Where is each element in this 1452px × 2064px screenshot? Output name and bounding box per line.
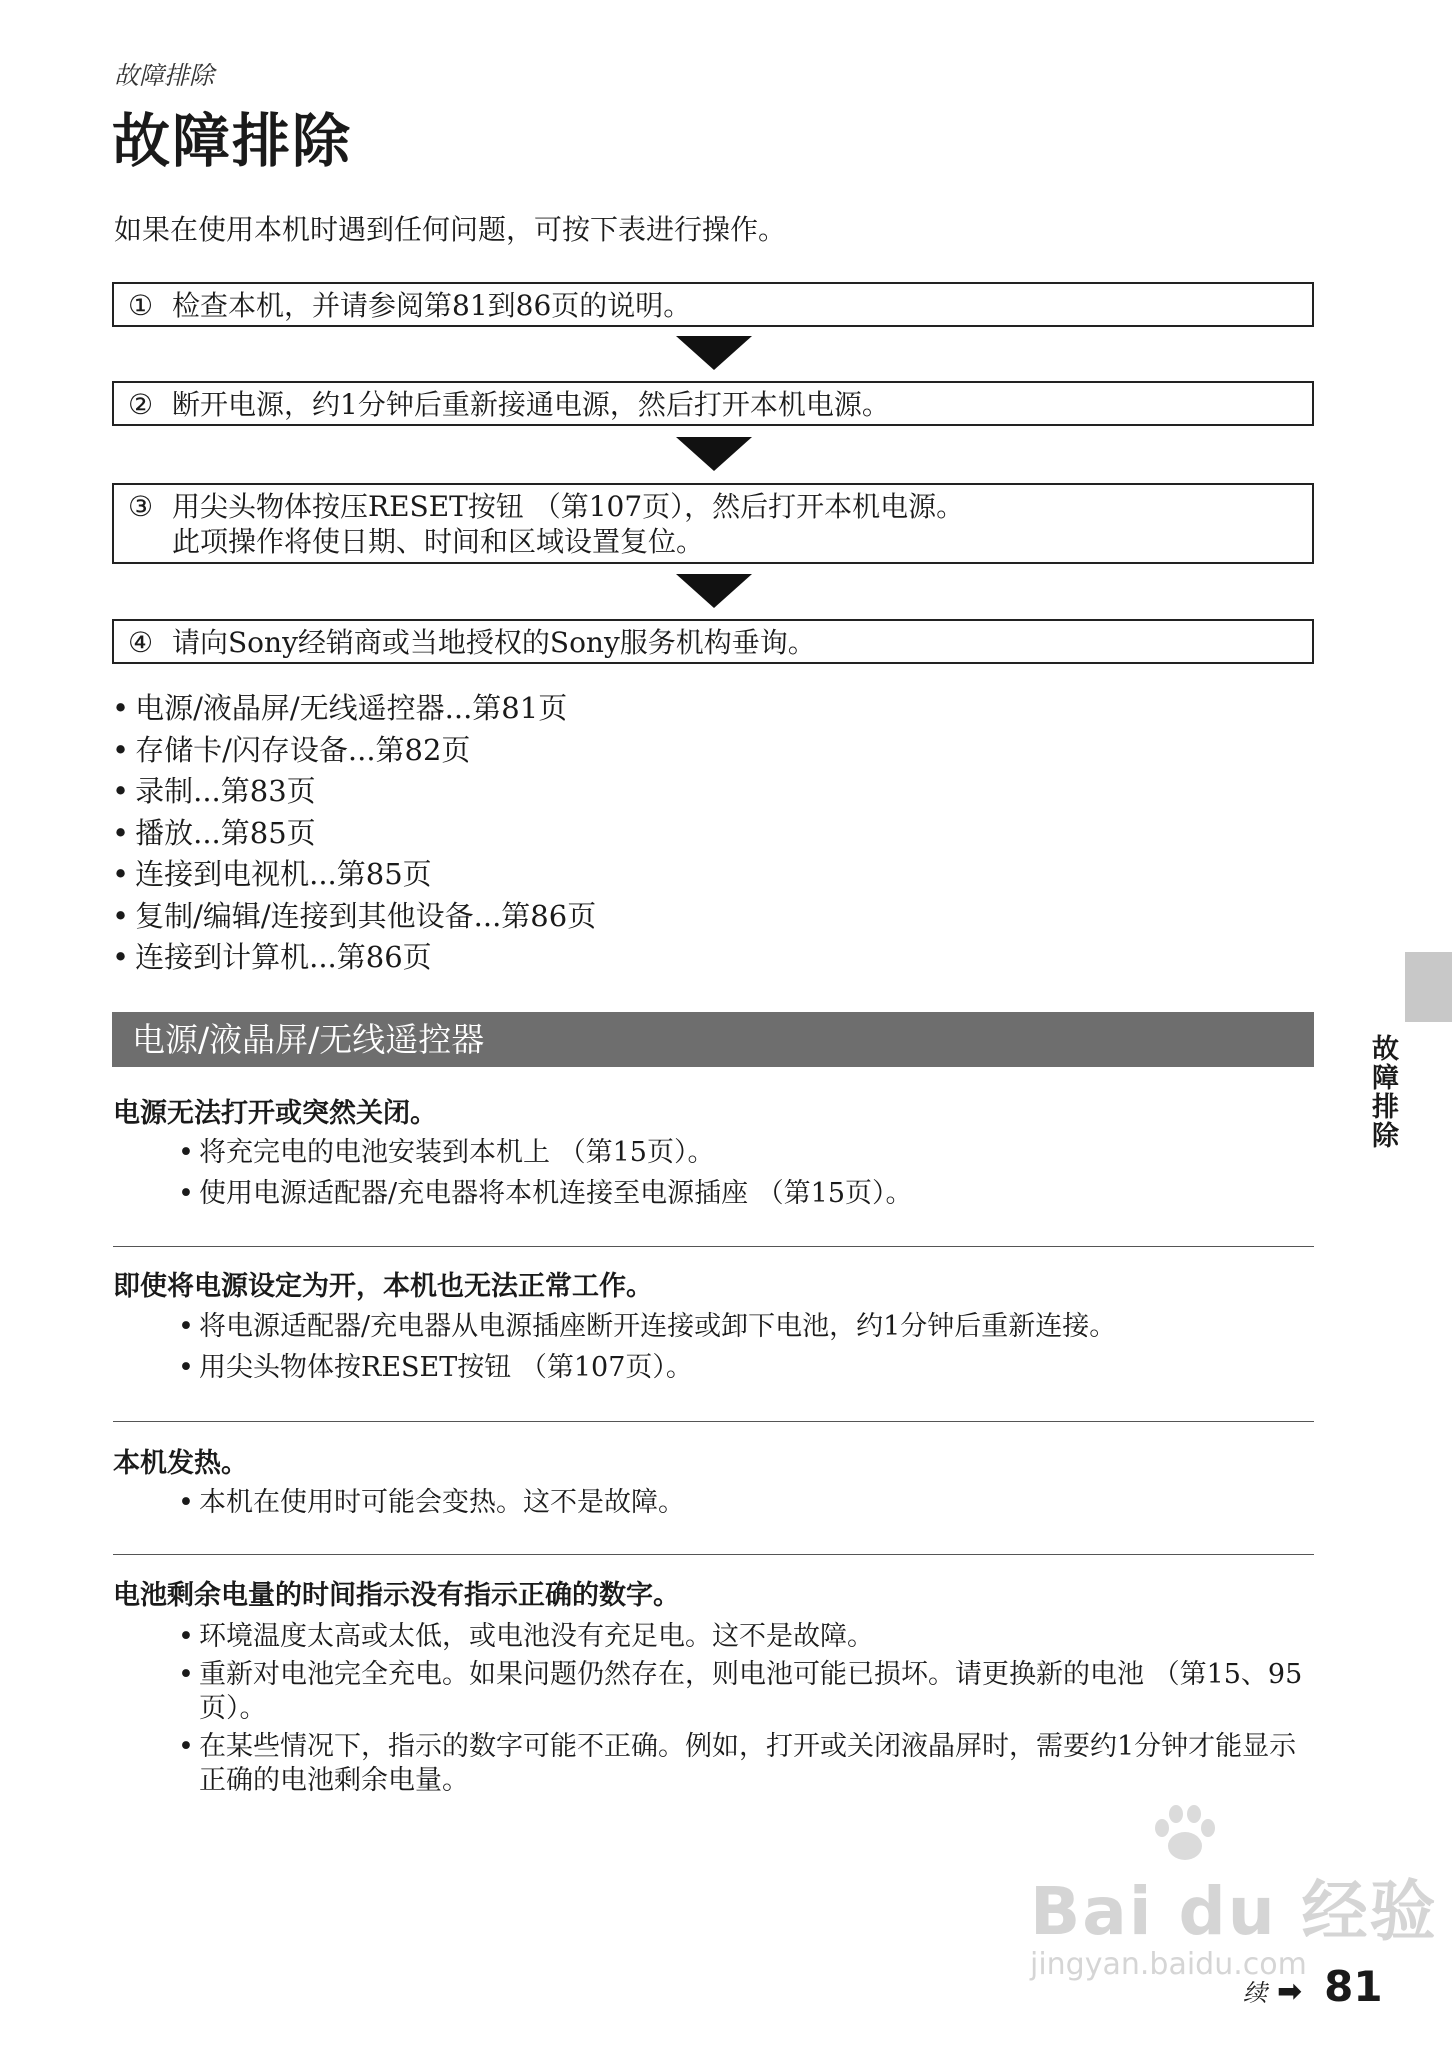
list-item: • 重新对电池完全充电。如果问题仍然存在，则电池可能已损坏。请更换新的电池 （第15、95页）。 <box>178 1658 1308 1726</box>
watermark-brand: Bai du 经验 <box>1030 1873 1438 1950</box>
list-item: • 播放...第85页 <box>112 813 596 855</box>
step-number: ③ <box>128 490 154 523</box>
step-box-2 <box>112 381 1314 426</box>
divider <box>113 1554 1314 1555</box>
step-box-1 <box>112 282 1314 327</box>
list-item: • 将充完电的电池安装到本机上 （第15页）。 <box>178 1134 1308 1171</box>
list-item: • 电源/液晶屏/无线遥控器...第81页 <box>112 688 596 730</box>
down-arrow-icon <box>676 336 752 370</box>
list-item: • 环境温度太高或太低，或电池没有充足电。这不是故障。 <box>178 1620 1308 1654</box>
problem-bullets <box>178 1620 1308 1802</box>
breadcrumb: 故障排除 <box>114 61 215 90</box>
list-item: • 使用电源适配器/充电器将本机连接至电源插座 （第15页）。 <box>178 1175 1308 1212</box>
arrow-right-icon: ➡ <box>1277 1974 1303 2009</box>
list-item: • 存储卡/闪存设备...第82页 <box>112 730 596 772</box>
section-header: 电源/液晶屏/无线遥控器 <box>112 1012 1314 1067</box>
problem-bullets <box>178 1484 1308 1521</box>
list-item: • 录制...第83页 <box>112 771 596 813</box>
side-label: 故障排除 <box>1367 1034 1398 1150</box>
list-item: • 在某些情况下，指示的数字可能不正确。例如，打开或关闭液晶屏时，需要约1分钟才能显示正确的电池剩余电量。 <box>178 1730 1308 1798</box>
paw-icon <box>1150 1804 1220 1864</box>
problem-bullets <box>178 1134 1308 1212</box>
problem-title: 即使将电源设定为开，本机也无法正常工作。 <box>113 1271 653 1302</box>
step-text: 检查本机，并请参阅第81到86页的说明。 <box>172 289 692 322</box>
step-text: 断开电源，约1分钟后重新接通电源，然后打开本机电源。 <box>172 388 890 421</box>
list-item: • 用尖头物体按RESET按钮 （第107页）。 <box>178 1349 1308 1386</box>
down-arrow-icon <box>676 437 752 471</box>
list-item: • 将电源适配器/充电器从电源插座断开连接或卸下电池，约1分钟后重新连接。 <box>178 1308 1308 1345</box>
topic-link-list <box>112 688 596 979</box>
list-item: • 连接到电视机...第85页 <box>112 854 596 896</box>
step-text: 此项操作将使日期、时间和区域设置复位。 <box>172 525 705 558</box>
problem-bullets <box>178 1308 1308 1386</box>
problem-title: 电池剩余电量的时间指示没有指示正确的数字。 <box>113 1580 680 1611</box>
watermark-url: jingyan.baidu.com <box>1030 1947 1307 1982</box>
page-footer <box>1243 1962 1383 2011</box>
divider <box>113 1246 1314 1247</box>
page-number: 81 <box>1324 1962 1383 2011</box>
side-tab-marker <box>1405 952 1452 1022</box>
problem-title: 本机发热。 <box>113 1448 248 1479</box>
down-arrow-icon <box>676 574 752 608</box>
problem-title: 电源无法打开或突然关闭。 <box>113 1098 437 1129</box>
step-box-4 <box>112 619 1314 664</box>
step-number: ④ <box>128 626 154 659</box>
list-item: • 连接到计算机...第86页 <box>112 937 596 979</box>
step-number: ① <box>128 289 154 322</box>
step-text: 请向Sony经销商或当地授权的Sony服务机构垂询。 <box>172 626 816 659</box>
step-number: ② <box>128 388 154 421</box>
divider <box>113 1421 1314 1422</box>
step-box-3 <box>112 483 1314 564</box>
page-title: 故障排除 <box>112 107 353 175</box>
intro-text: 如果在使用本机时遇到任何问题，可按下表进行操作。 <box>114 213 787 246</box>
list-item: • 本机在使用时可能会变热。这不是故障。 <box>178 1484 1308 1521</box>
step-text: 用尖头物体按压RESET按钮 （第107页），然后打开本机电源。 <box>172 490 965 523</box>
continued-label: 续 <box>1243 1979 1267 2007</box>
list-item: • 复制/编辑/连接到其他设备...第86页 <box>112 896 596 938</box>
